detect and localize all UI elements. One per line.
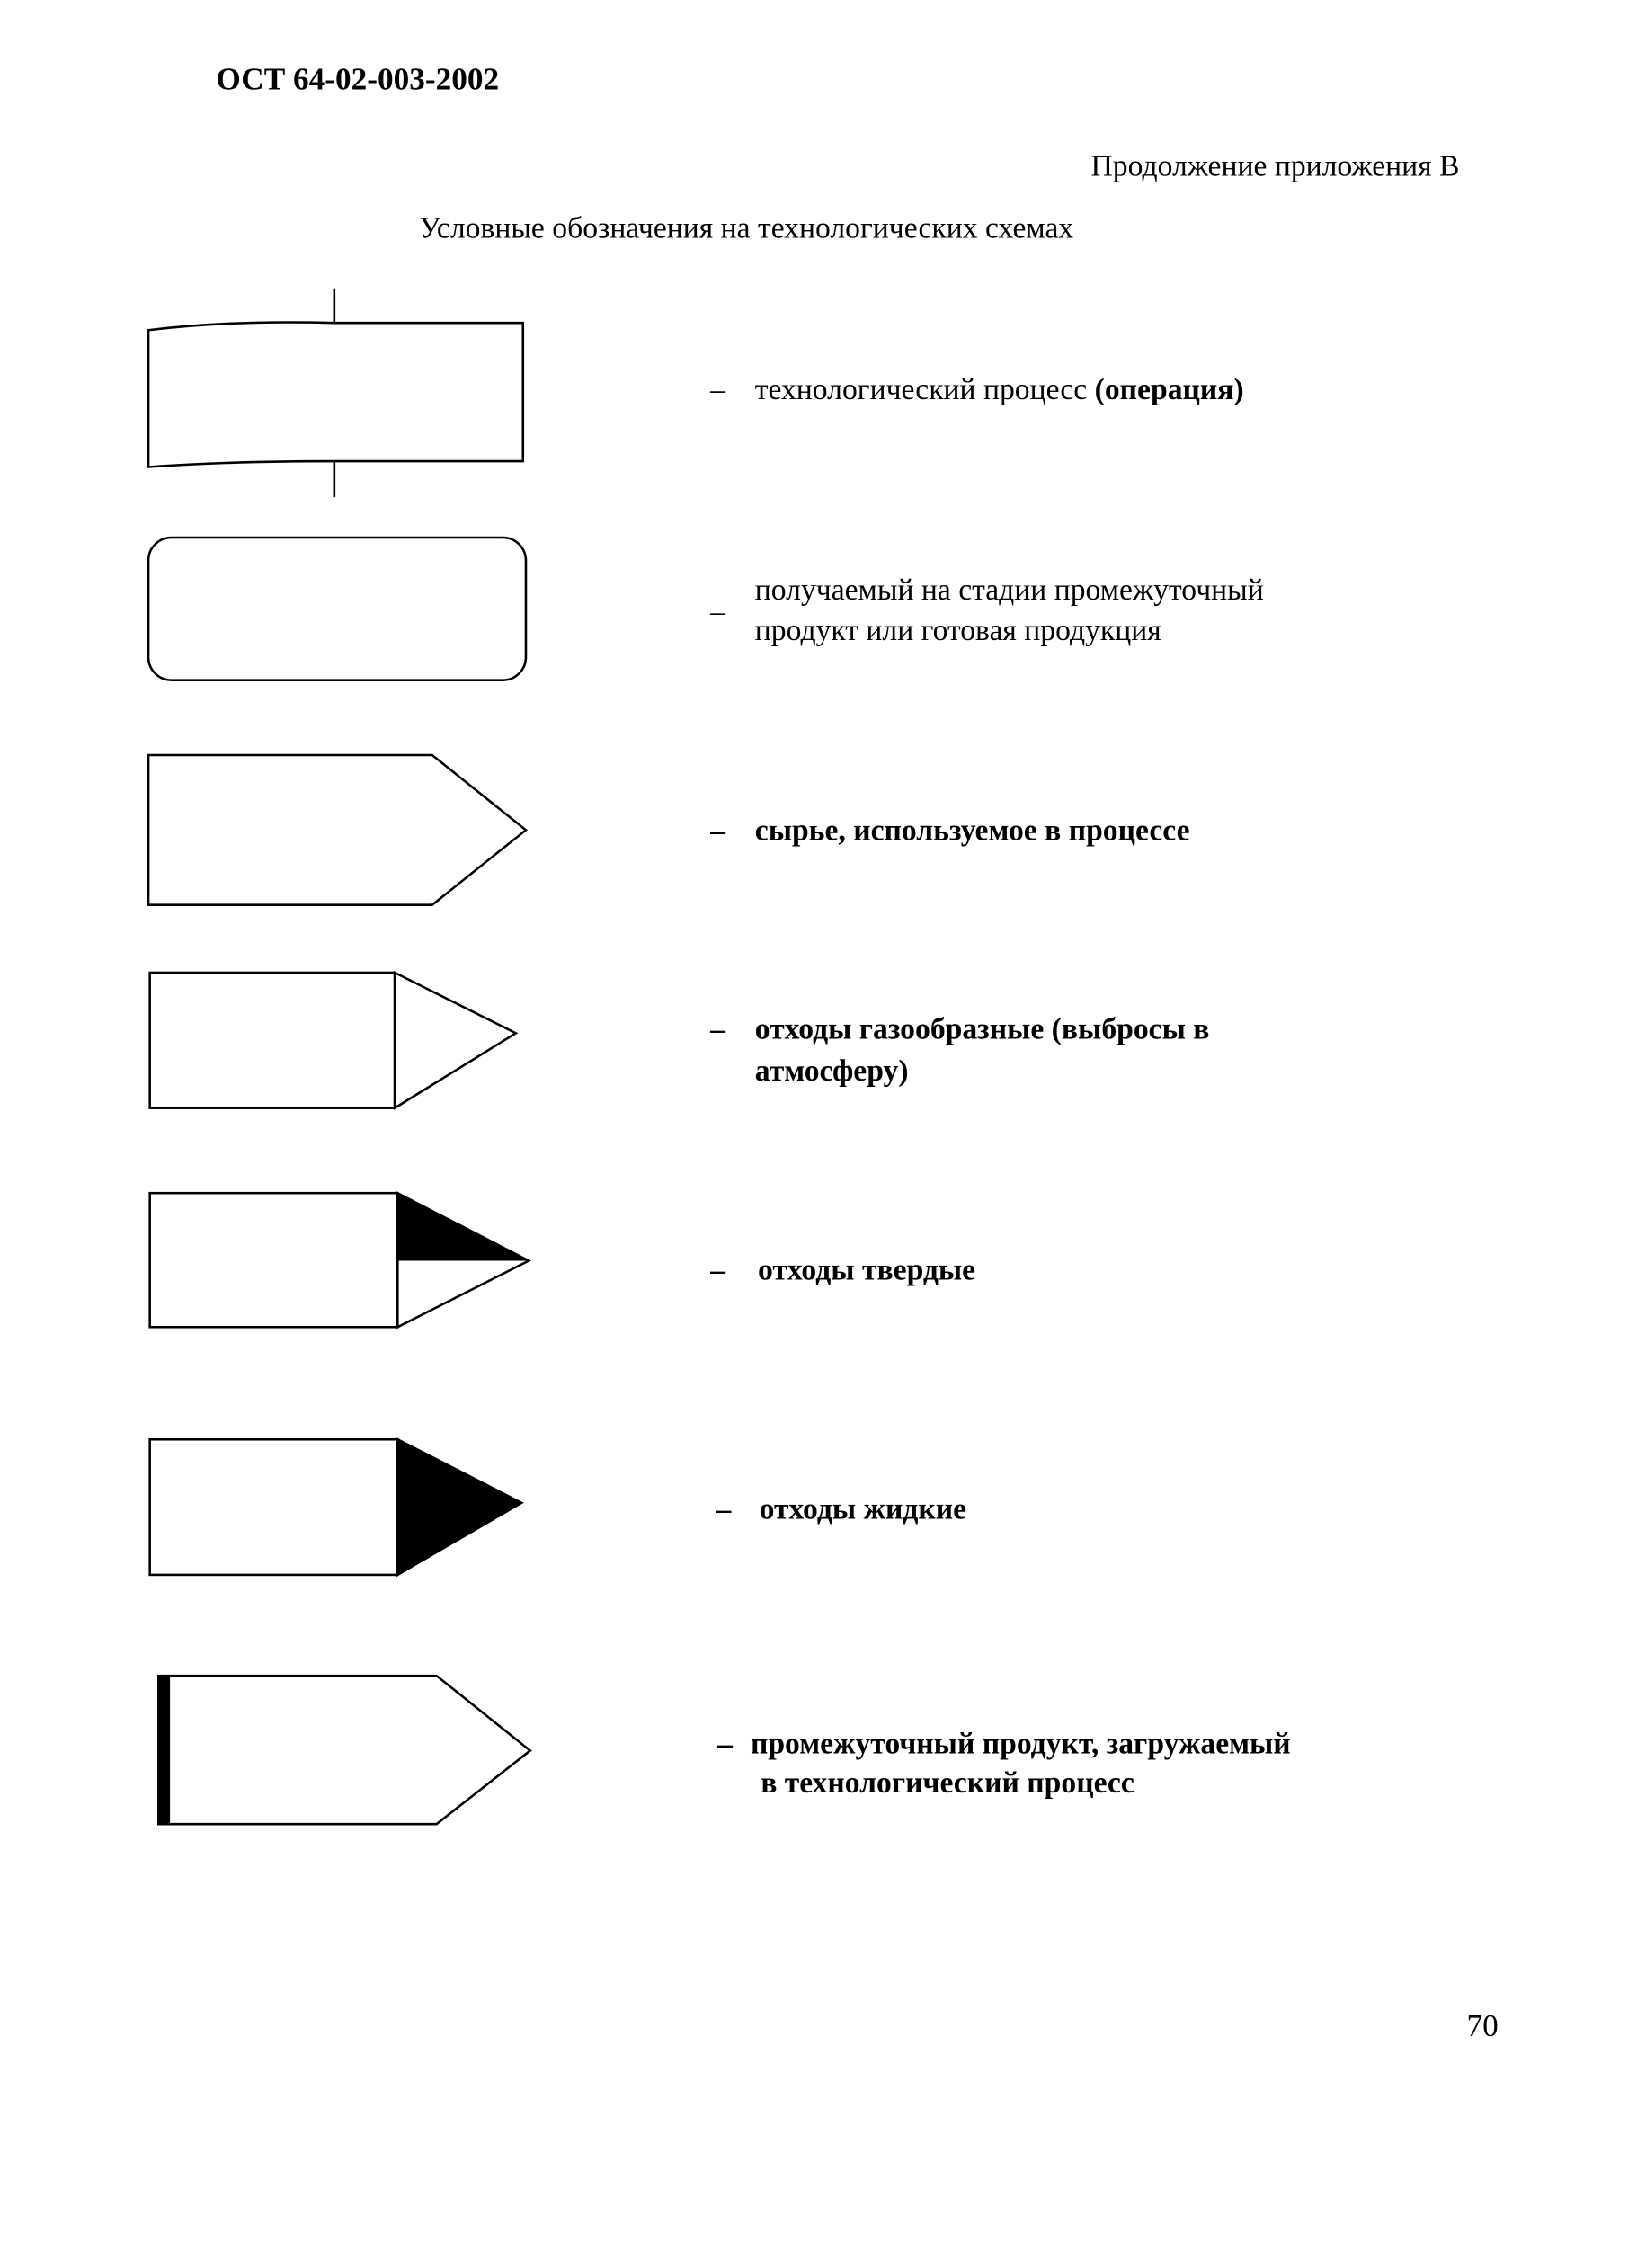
document-code: ОСТ 64-02-003-2002 [216, 61, 500, 97]
legend-text-gaseous-waste: – отходы газообразные (выбросы в [710, 1012, 1210, 1046]
page-number: 70 [1466, 2007, 1499, 2043]
symbol-process [148, 289, 523, 497]
legend-text-raw-material: – сырье, используемое в процессе [710, 814, 1190, 848]
legend-text-product: продукт или готовая продукция [754, 613, 1161, 647]
appendix-continuation: Продолжение приложения В [1090, 149, 1460, 183]
symbol-intermediate-loaded [158, 1676, 529, 1824]
page-title: Условные обозначения на технологических схемах [419, 211, 1074, 245]
symbol-raw-material [148, 755, 526, 905]
legend-text-product: получаемый на стадии промежуточный [754, 573, 1264, 607]
legend-text-liquid-waste: – отходы жидкие [716, 1492, 967, 1526]
symbol-product [148, 538, 526, 680]
legend-dash: _ [710, 584, 725, 618]
symbol-solid-waste [150, 1193, 529, 1327]
legend-text-intermediate-loaded: в технологический процесс [761, 1765, 1134, 1800]
symbol-gaseous-waste [150, 973, 516, 1108]
legend-text-process: – технологический процесс (операция) [710, 373, 1244, 407]
legend-text-gaseous-waste: атмосферу) [754, 1054, 909, 1089]
symbol-liquid-waste [150, 1439, 521, 1575]
legend-text-intermediate-loaded: – промежуточный продукт, загружаемый [717, 1727, 1291, 1761]
legend-text-solid-waste: – отходы твердые [710, 1253, 976, 1287]
